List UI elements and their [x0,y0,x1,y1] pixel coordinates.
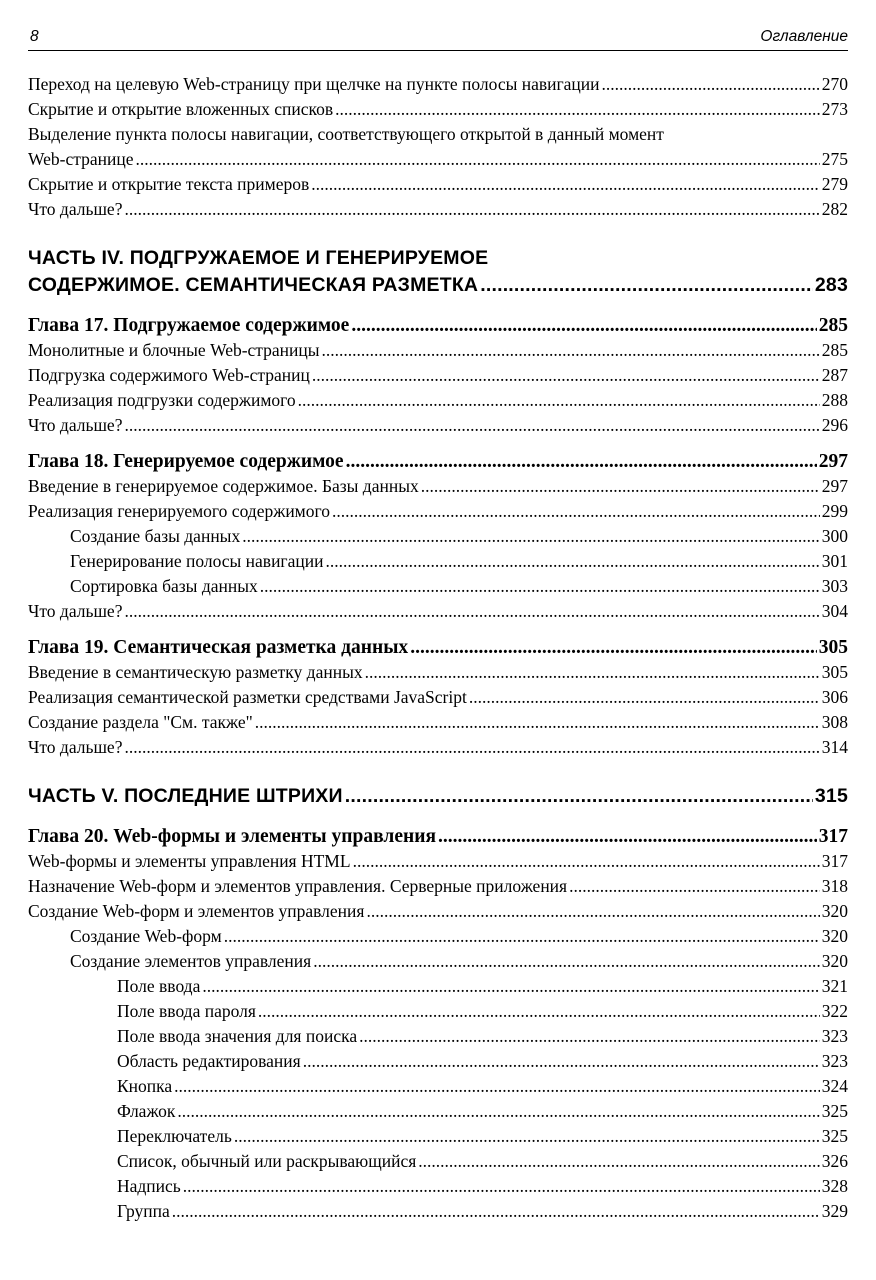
toc-part-page: 315 [814,785,848,807]
toc-chapter-page: 305 [818,637,848,658]
toc-entry-page: 306 [821,687,848,707]
toc-entry-page: 326 [821,1151,848,1171]
toc-entry[interactable] [28,197,848,222]
toc-entry-title: Назначение Web-форм и элементов управления. Серверные приложения [28,876,568,896]
toc-entry[interactable] [28,172,848,197]
toc-entry-page: 320 [821,901,848,921]
toc-entry[interactable] [28,1174,848,1199]
toc-entry-page: 304 [821,601,848,621]
toc-entry[interactable] [28,388,848,413]
toc-entry[interactable] [28,735,848,760]
toc-entry-page: 305 [821,662,848,682]
toc-entry[interactable] [28,363,848,388]
toc-entry[interactable] [28,97,848,122]
toc-chapter-title: Глава 20. Web-формы и элементы управления [28,826,436,847]
toc-entry[interactable] [28,1024,848,1049]
toc-entry-title: Поле ввода [117,976,201,996]
toc-entry-title: Список, обычный или раскрывающийся [117,1151,417,1171]
toc-chapter-page: 317 [818,826,848,847]
toc-entry-page: 320 [821,951,848,971]
toc-entry[interactable] [28,72,848,97]
toc-entry-title: Создание Web-форм и элементов управления [28,901,365,921]
toc-entry-page: 270 [821,74,848,94]
toc-entry[interactable] [28,499,848,524]
toc-part-heading[interactable] [28,245,848,299]
toc-chapter-page: 285 [818,315,848,336]
toc-entry-page: 300 [821,526,848,546]
toc-entry-title: Подгрузка содержимого Web-страниц [28,365,310,385]
toc-entry-title: Создание раздела "См. также" [28,712,253,732]
toc-entry[interactable] [28,524,848,549]
toc-entry[interactable] [28,474,848,499]
toc-entry-title: Что дальше? [28,199,123,219]
toc-entry-page: 297 [821,476,848,496]
toc-entry[interactable] [28,899,848,924]
toc-entry-page: 275 [821,149,848,169]
toc-entry[interactable] [28,874,848,899]
toc-entry[interactable] [28,849,848,874]
toc-entry-title: Что дальше? [28,601,123,621]
toc-entry-title: Реализация подгрузки содержимого [28,390,296,410]
toc-entry[interactable] [28,974,848,999]
toc-entry[interactable] [28,338,848,363]
toc-entry-title: Что дальше? [28,415,123,435]
toc-entry-title: Кнопка [117,1076,173,1096]
toc-entry-title: Web-формы и элементы управления HTML [28,851,351,871]
toc-entry-title: Сортировка базы данных [70,576,258,596]
toc-chapter-heading[interactable] [28,635,848,660]
toc-part-title: ЧАСТЬ V. ПОСЛЕДНИЕ ШТРИХИ [28,785,343,807]
toc-entry[interactable] [28,924,848,949]
toc-entry[interactable] [28,1124,848,1149]
toc-entry-title: Монолитные и блочные Web-страницы [28,340,320,360]
toc-entry-page: 325 [821,1101,848,1121]
toc-entry-page: 328 [821,1176,848,1196]
toc-entry[interactable] [28,710,848,735]
toc-entry-page: 320 [821,926,848,946]
toc-part-heading[interactable] [28,783,848,810]
toc-chapter-title: Глава 19. Семантическая разметка данных [28,637,409,658]
toc-entry-page: 318 [821,876,848,896]
toc-entry[interactable] [28,122,848,172]
toc-entry[interactable] [28,1199,848,1224]
toc-entry-title: Скрытие и открытие вложенных списков [28,99,334,119]
toc-entry-page: 279 [821,174,848,194]
toc-entry-title: Введение в генерируемое содержимое. Базы данных [28,476,419,496]
toc-entry-title: Поле ввода значения для поиска [117,1026,358,1046]
toc-entry[interactable] [28,574,848,599]
toc-entry-page: 323 [821,1026,848,1046]
toc-chapter-title: Глава 17. Подгружаемое содержимое [28,315,350,336]
toc-entry-title: Скрытие и открытие текста примеров [28,174,310,194]
toc-entry-title: Область редактирования [117,1051,301,1071]
toc-entry[interactable] [28,1149,848,1174]
toc-entry[interactable] [28,660,848,685]
toc-entry-title: Группа [117,1201,170,1221]
toc-entry-title-line2: Web-странице [28,149,134,169]
toc-entry[interactable] [28,1049,848,1074]
running-title: Оглавление [760,28,848,45]
toc-entry-title: Создание элементов управления [70,951,312,971]
toc-entry-page: 325 [821,1126,848,1146]
toc-entry[interactable] [28,549,848,574]
toc-entry-title: Поле ввода пароля [117,1001,256,1021]
toc-entry-title: Создание базы данных [70,526,241,546]
toc-entry-title: Переход на целевую Web-страницу при щелчке на пункте полосы навигации [28,74,600,94]
toc-entry-page: 323 [821,1051,848,1071]
page-number: 8 [30,28,39,45]
toc-entry[interactable] [28,413,848,438]
toc-entry-page: 285 [821,340,848,360]
toc-chapter-title: Глава 18. Генерируемое содержимое [28,451,344,472]
table-of-contents [28,72,848,1224]
toc-entry-title: Реализация генерируемого содержимого [28,501,331,521]
toc-entry[interactable] [28,1099,848,1124]
toc-entry-page: 303 [821,576,848,596]
toc-chapter-heading[interactable] [28,313,848,338]
toc-entry-page: 301 [821,551,848,571]
toc-entry-title: Реализация семантической разметки средствами JavaScript [28,687,467,707]
page-header [28,26,848,51]
toc-entry[interactable] [28,999,848,1024]
toc-entry[interactable] [28,599,848,624]
toc-part-title-line2: СОДЕРЖИМОЕ. СЕМАНТИЧЕСКАЯ РАЗМЕТКА [28,274,479,296]
toc-entry[interactable] [28,685,848,710]
toc-entry-page: 282 [821,199,848,219]
toc-entry-page: 287 [821,365,848,385]
toc-part-page: 283 [814,274,848,296]
toc-entry-title: Переключатель [117,1126,232,1146]
toc-entry-page: 321 [821,976,848,996]
toc-entry-title: Введение в семантическую разметку данных [28,662,363,682]
toc-chapter-heading[interactable] [28,824,848,849]
toc-entry[interactable] [28,949,848,974]
toc-entry-title: Флажок [117,1101,176,1121]
toc-entry-page: 308 [821,712,848,732]
toc-entry-page: 322 [821,1001,848,1021]
toc-chapter-page: 297 [818,451,848,472]
toc-entry-title: Генерирование полосы навигации [70,551,324,571]
toc-entry-title: Что дальше? [28,737,123,757]
toc-entry-title: Создание Web-форм [70,926,222,946]
toc-entry-page: 314 [821,737,848,757]
toc-entry-page: 317 [821,851,848,871]
toc-entry[interactable] [28,1074,848,1099]
toc-entry-page: 329 [821,1201,848,1221]
toc-entry-page: 273 [821,99,848,119]
toc-entry-page: 324 [821,1076,848,1096]
toc-chapter-heading[interactable] [28,449,848,474]
toc-entry-page: 299 [821,501,848,521]
toc-entry-title-line1: Выделение пункта полосы навигации, соответствующего открытой в данный момент [28,124,664,144]
toc-part-title-line1: ЧАСТЬ IV. ПОДГРУЖАЕМОЕ И ГЕНЕРИРУЕМОЕ [28,247,489,269]
toc-entry-page: 288 [821,390,848,410]
toc-entry-title: Надпись [117,1176,181,1196]
toc-entry-page: 296 [821,415,848,435]
